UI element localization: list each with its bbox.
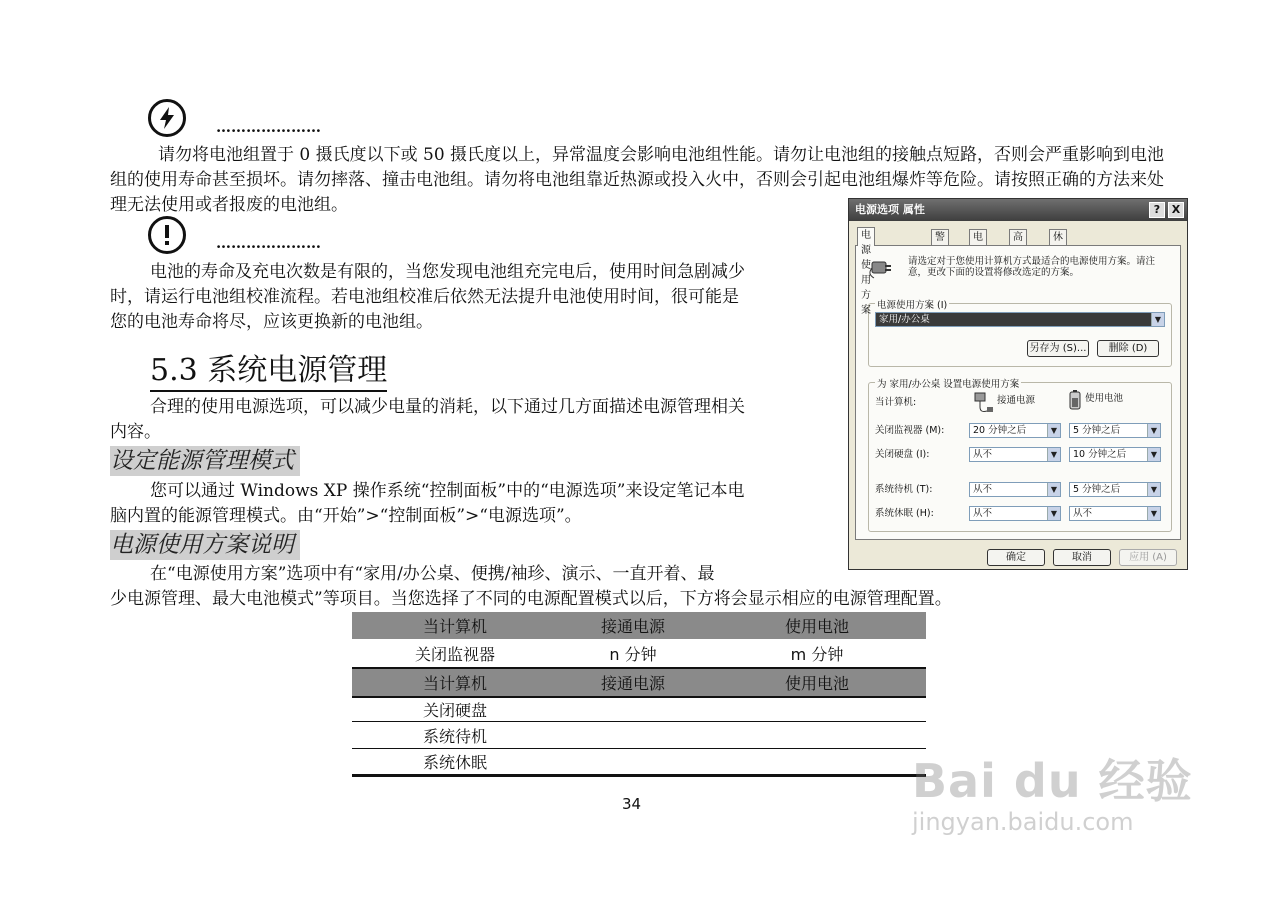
tab-hibernate[interactable]: 休 bbox=[1049, 229, 1067, 245]
table-cell: 系统待机 bbox=[422, 727, 487, 746]
baidu-watermark-url: jingyan.baidu.com bbox=[912, 808, 1134, 836]
table-cell: n 分钟 bbox=[609, 645, 657, 664]
monitor-ac-value: 20 分钟之后 bbox=[973, 425, 1027, 436]
disk-ac-select[interactable] bbox=[969, 447, 1061, 462]
disk-ac-value: 从不 bbox=[973, 449, 993, 460]
scheme-description: 请选定对于您使用计算机方式最适合的电源使用方案。请注意，更改下面的设置将修改选定的方案。 bbox=[908, 256, 1156, 278]
apply-button[interactable]: 应用 (A) bbox=[1119, 549, 1177, 566]
settings-group bbox=[868, 379, 1172, 532]
table-header-cell: 使用电池 bbox=[784, 617, 849, 636]
baidu-watermark-logo: Bai du 经验 bbox=[912, 754, 1193, 808]
battery-life-text: 时，请运行电池组校准流程。若电池组校准后依然无法提升电池使用时间，很可能是 bbox=[110, 287, 739, 307]
plugged-in-icon bbox=[973, 391, 995, 419]
battery-icon bbox=[1069, 390, 1081, 414]
standby-dc-value: 5 分钟之后 bbox=[1073, 484, 1121, 495]
standby-label: 系统待机 (T): bbox=[875, 484, 933, 495]
tab-power-meter[interactable]: 电 bbox=[969, 229, 987, 245]
close-button[interactable]: X bbox=[1168, 202, 1184, 218]
table-header-row bbox=[352, 612, 926, 639]
hibernate-label: 系统休眠 (H): bbox=[875, 508, 934, 519]
tab-advanced[interactable]: 高 bbox=[1009, 229, 1027, 245]
power-options-dialog bbox=[848, 198, 1188, 570]
table-header-cell: 当计算机 bbox=[422, 674, 487, 693]
section-title: 5.3 系统电源管理 bbox=[150, 352, 387, 392]
tab-panel bbox=[855, 245, 1181, 540]
monitor-dc-value: 5 分钟之后 bbox=[1073, 425, 1121, 436]
power-mode-text: 脑内置的能源管理模式。由“开始”>“控制面板”>“电源选项”。 bbox=[110, 506, 582, 526]
plugged-in-label: 接通电源 bbox=[997, 395, 1036, 406]
monitor-dc-select[interactable] bbox=[1069, 423, 1161, 438]
tab-alarms[interactable]: 警 bbox=[931, 229, 949, 245]
hibernate-ac-select[interactable] bbox=[969, 506, 1061, 521]
chevron-down-icon[interactable]: ▼ bbox=[1147, 507, 1160, 520]
power-scheme-text: 在“电源使用方案”选项中有“家用/办公桌、便携/袖珍、演示、一直开着、最 bbox=[150, 564, 715, 584]
exclamation-icon bbox=[148, 216, 186, 254]
cancel-button[interactable]: 取消 bbox=[1053, 549, 1111, 566]
scheme-group-label: 电源使用方案 (I) bbox=[875, 297, 949, 311]
settings-group-label: 为 家用/办公桌 设置电源使用方案 bbox=[875, 376, 1021, 390]
ok-button[interactable]: 确定 bbox=[987, 549, 1045, 566]
table-row bbox=[352, 640, 926, 667]
monitor-label: 关闭监视器 (M): bbox=[875, 425, 945, 436]
lightning-warning-icon bbox=[148, 99, 186, 137]
standby-ac-value: 从不 bbox=[973, 484, 993, 495]
table-row bbox=[352, 696, 926, 723]
chevron-down-icon[interactable]: ▼ bbox=[1151, 313, 1164, 326]
chevron-down-icon[interactable]: ▼ bbox=[1047, 507, 1060, 520]
scheme-select[interactable] bbox=[875, 312, 1165, 327]
power-scheme-text: 少电源管理、最大电池模式”等项目。当您选择了不同的电源配置模式以后，下方将会显示相应的电源管理配置。 bbox=[110, 589, 952, 609]
when-computer-label: 当计算机: bbox=[875, 397, 917, 408]
table-cell: 系统休眠 bbox=[422, 753, 487, 772]
chevron-down-icon[interactable]: ▼ bbox=[1147, 483, 1160, 496]
disk-dc-value: 10 分钟之后 bbox=[1073, 449, 1127, 460]
chevron-down-icon[interactable]: ▼ bbox=[1047, 448, 1060, 461]
battery-life-text: 您的电池寿命将尽，应该更换新的电池组。 bbox=[110, 312, 433, 332]
power-plug-icon bbox=[868, 254, 894, 284]
section-intro: 合理的使用电源选项，可以减少电量的消耗，以下通过几方面描述电源管理相关 bbox=[150, 397, 745, 417]
tab-power-schemes[interactable]: 电源使用方案 bbox=[857, 227, 875, 246]
notice-dots: ………………… bbox=[216, 118, 321, 136]
standby-ac-select[interactable] bbox=[969, 482, 1061, 497]
chevron-down-icon[interactable]: ▼ bbox=[1147, 448, 1160, 461]
section-intro: 内容。 bbox=[110, 422, 161, 442]
table-cell: 关闭硬盘 bbox=[422, 701, 487, 720]
delete-button[interactable]: 删除 (D) bbox=[1097, 340, 1159, 357]
table-row bbox=[352, 722, 926, 749]
page-number: 34 bbox=[622, 795, 642, 813]
table-header-cell: 接通电源 bbox=[600, 617, 665, 636]
hibernate-dc-value: 从不 bbox=[1073, 508, 1093, 519]
table-row bbox=[352, 748, 926, 775]
table-header-cell: 使用电池 bbox=[784, 674, 849, 693]
table-header-cell: 当计算机 bbox=[422, 617, 487, 636]
hibernate-ac-value: 从不 bbox=[973, 508, 993, 519]
table-cell: 关闭监视器 bbox=[414, 645, 495, 664]
save-as-button[interactable]: 另存为 (S)... bbox=[1027, 340, 1089, 357]
table-header-cell: 接通电源 bbox=[600, 674, 665, 693]
power-settings-table bbox=[352, 612, 926, 778]
chevron-down-icon[interactable]: ▼ bbox=[1147, 424, 1160, 437]
scheme-select-value: 家用/办公桌 bbox=[879, 314, 930, 325]
on-battery-label: 使用电池 bbox=[1085, 393, 1124, 404]
hibernate-dc-select[interactable] bbox=[1069, 506, 1161, 521]
power-mode-text: 您可以通过 Windows XP 操作系统“控制面板”中的“电源选项”来设定笔记本电 bbox=[150, 481, 745, 501]
chevron-down-icon[interactable]: ▼ bbox=[1047, 483, 1060, 496]
disk-dc-select[interactable] bbox=[1069, 447, 1161, 462]
disk-label: 关闭硬盘 (I): bbox=[875, 449, 930, 460]
battery-life-text: 电池的寿命及充电次数是有限的，当您发现电池组充完电后，使用时间急剧减少 bbox=[150, 262, 745, 282]
monitor-ac-select[interactable] bbox=[969, 423, 1061, 438]
table-cell: m 分钟 bbox=[790, 645, 844, 664]
notice-dots: ………………… bbox=[216, 234, 321, 252]
dialog-title: 电源选项 属性 bbox=[849, 199, 1187, 221]
subheading-power-mode: 设定能源管理模式 bbox=[110, 446, 300, 476]
table-rule bbox=[352, 774, 926, 777]
battery-warning-text: 请勿将电池组置于 0 摄氏度以下或 50 摄氏度以上，异常温度会影响电池组性能。请勿让电池组的接触点短路，否则会严重影响到电池组的使用寿命甚至损坏。请勿摔落、撞击电池组。请勿将电池组靠近热源或投入火中，否则会引起电池组爆炸等危险。请按照正确的方法来处理无法使用或者报废的电池组。 bbox=[110, 145, 1165, 215]
subheading-power-scheme: 电源使用方案说明 bbox=[110, 530, 300, 560]
table-header-row bbox=[352, 669, 926, 696]
scheme-group bbox=[868, 300, 1172, 367]
help-button[interactable]: ? bbox=[1149, 202, 1165, 218]
chevron-down-icon[interactable]: ▼ bbox=[1047, 424, 1060, 437]
standby-dc-select[interactable] bbox=[1069, 482, 1161, 497]
